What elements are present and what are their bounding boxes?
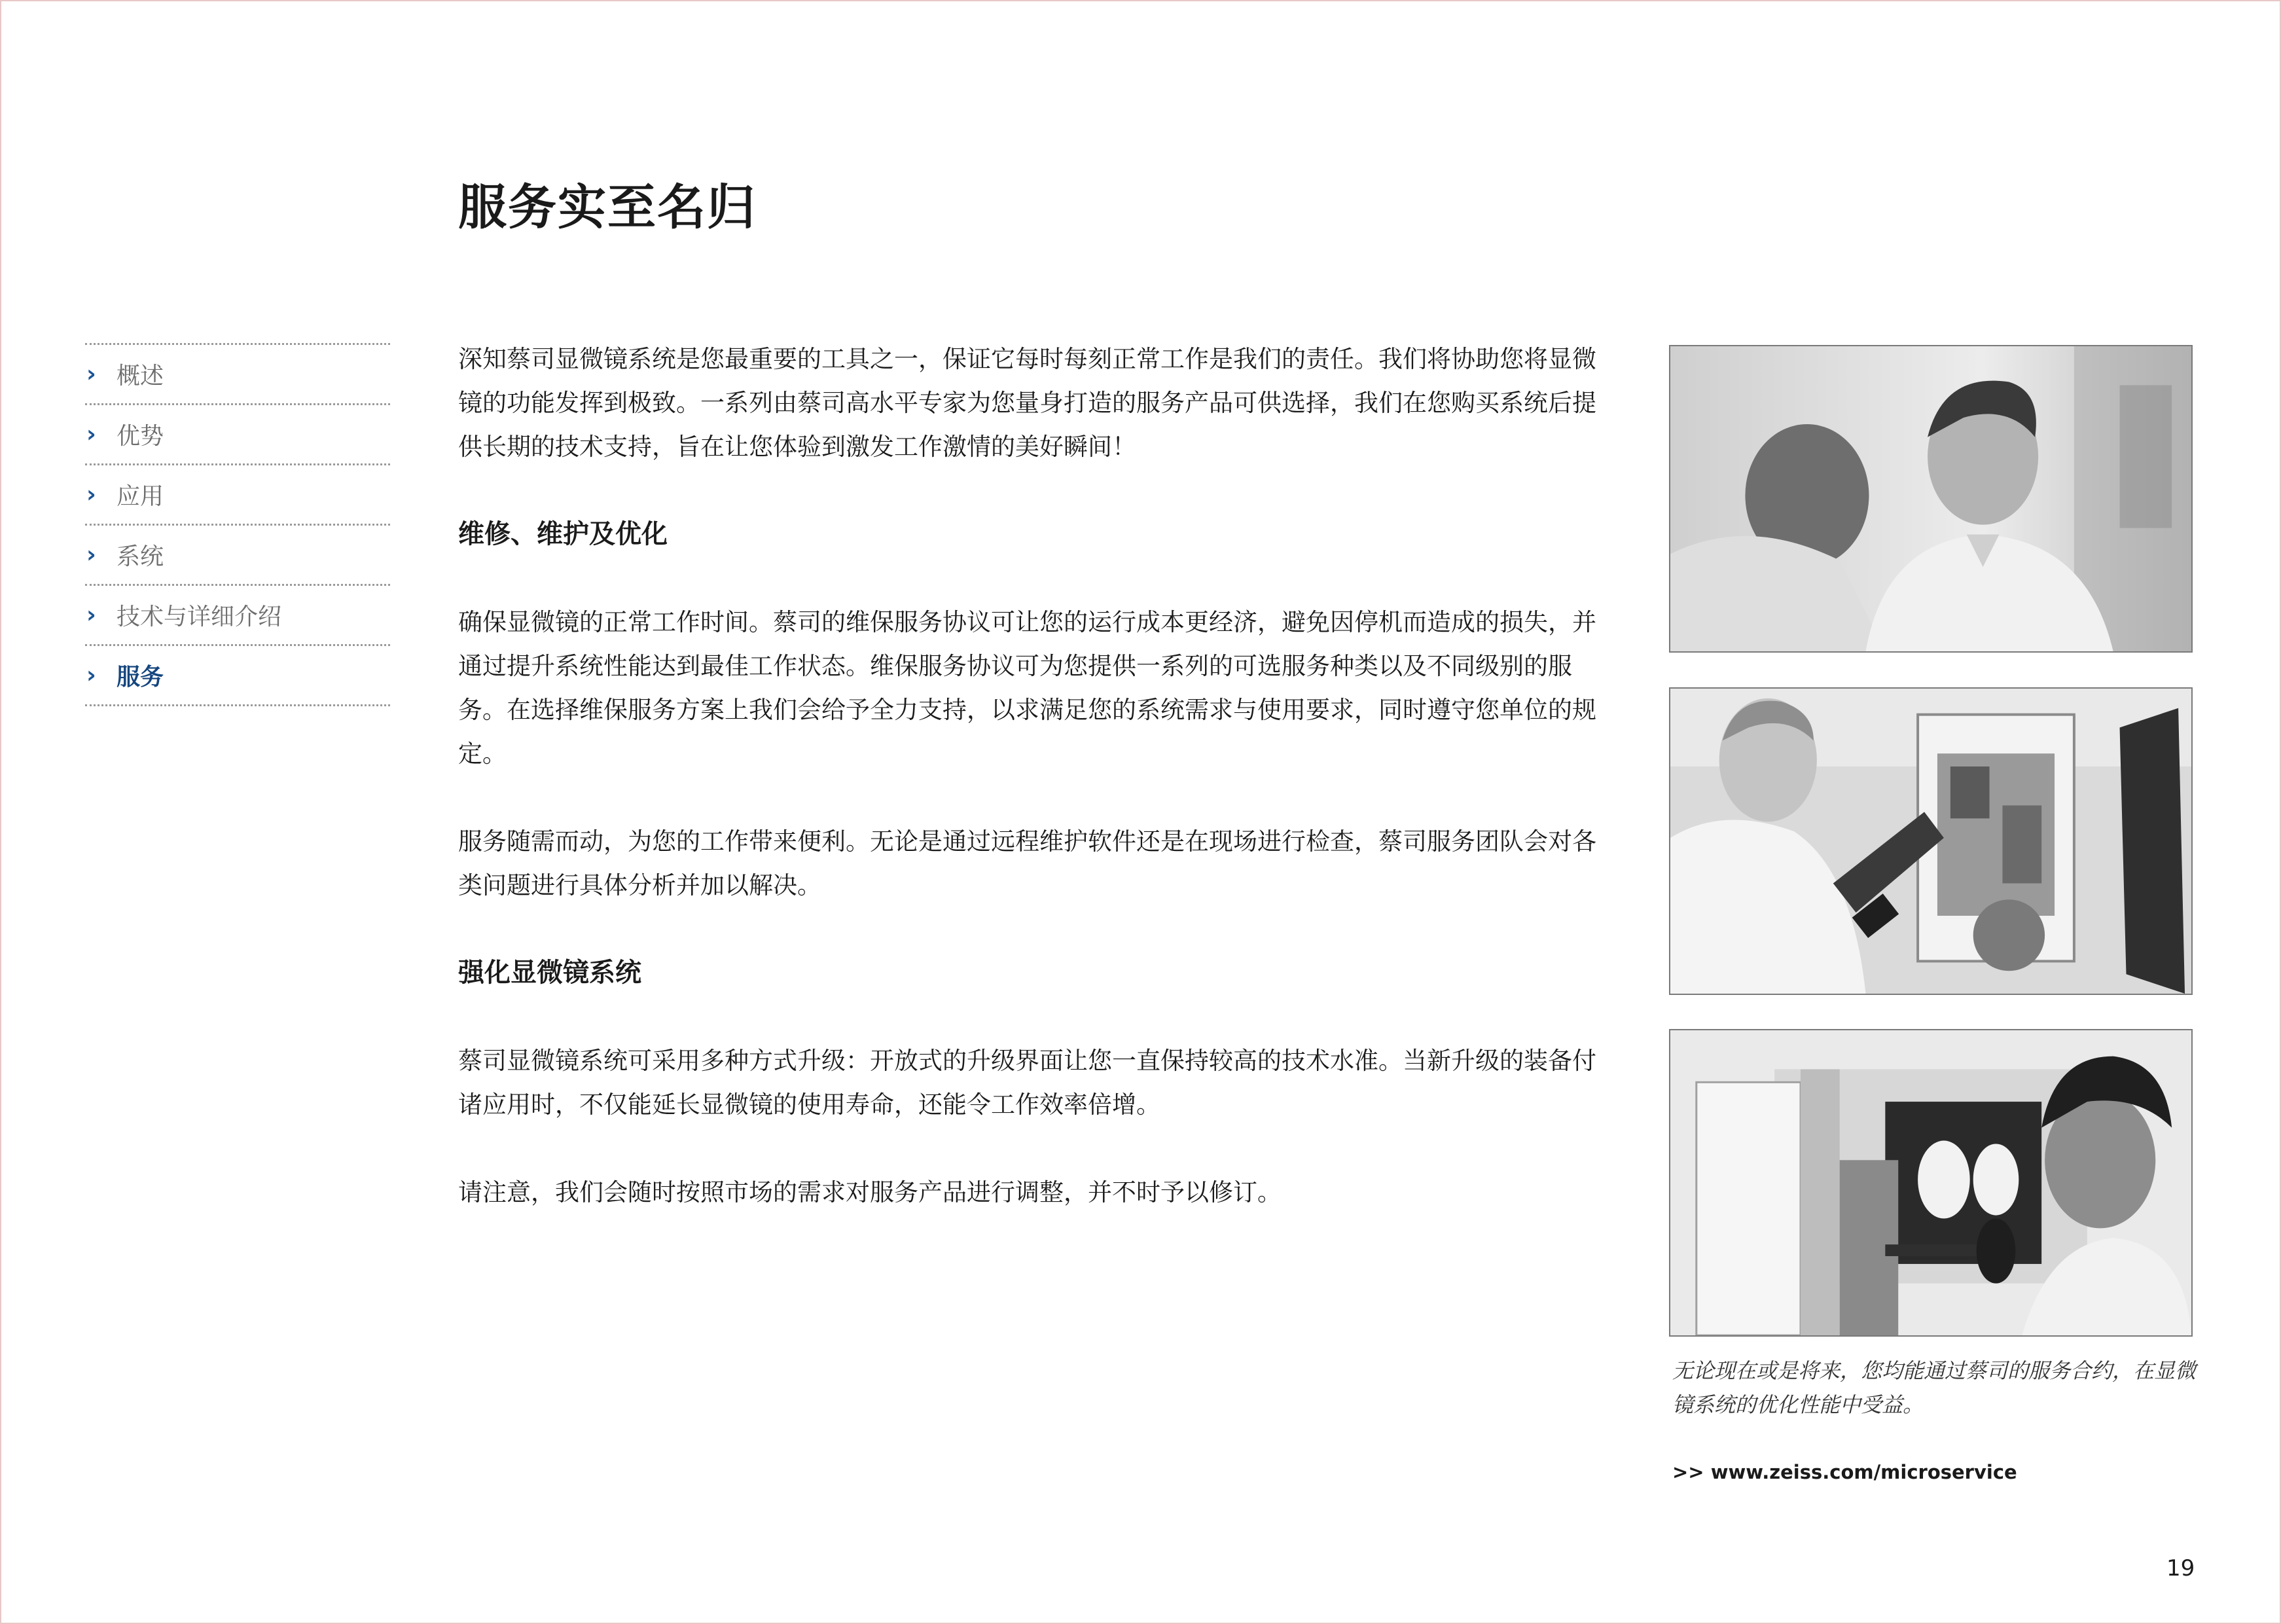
sidebar-item-label: 技术与详细介绍 bbox=[117, 604, 282, 630]
page-title: 服务实至名归 bbox=[458, 179, 757, 236]
sidebar-item-label: 系统 bbox=[117, 543, 164, 570]
photo-caption: 无论现在或是将来，您均能通过蔡司的服务合约，在显微镜系统的优化性能中受益。 bbox=[1672, 1358, 2197, 1417]
sidebar-nav bbox=[85, 343, 390, 706]
service-website-link[interactable]: >> www.zeiss.com/microservice bbox=[1672, 1461, 2017, 1483]
photo-upgrade bbox=[1669, 1029, 2193, 1337]
sidebar-item-label: 应用 bbox=[117, 483, 164, 510]
section-heading-upgrade: 强化显微镜系统 bbox=[458, 958, 641, 988]
sidebar-item-technology[interactable] bbox=[85, 586, 390, 646]
sidebar-item-applications[interactable] bbox=[85, 465, 390, 526]
sidebar-item-advantages[interactable] bbox=[85, 405, 390, 465]
chevron-right-icon: › bbox=[86, 601, 96, 628]
chevron-right-icon: › bbox=[86, 541, 96, 568]
maintenance-paragraph-2: 服务随需而动，为您的工作带来便利。无论是通过远程维护软件还是在现场进行检查，蔡司服务团队会对各类问题进行具体分析并加以解决。 bbox=[458, 827, 1596, 899]
sidebar-item-overview[interactable] bbox=[85, 345, 390, 405]
sidebar-item-label: 概述 bbox=[117, 363, 164, 389]
main-content bbox=[458, 337, 1610, 1214]
chevron-right-icon: › bbox=[86, 480, 96, 508]
photo-repair bbox=[1669, 687, 2193, 995]
chevron-right-icon: › bbox=[86, 360, 96, 388]
section-heading-maintenance: 维修、维护及优化 bbox=[458, 519, 668, 549]
photo-consultation bbox=[1669, 345, 2193, 653]
chevron-right-icon: › bbox=[86, 420, 96, 448]
upgrade-paragraph-1: 蔡司显微镜系统可采用多种方式升级：开放式的升级界面让您一直保持较高的技术水准。当新升级的装备付诸应用时，不仅能延长显微镜的使用寿命，还能令工作效率倍增。 bbox=[458, 1047, 1596, 1119]
upgrade-paragraph-2: 请注意，我们会随时按照市场的需求对服务产品进行调整，并不时予以修订。 bbox=[458, 1178, 1282, 1206]
page-number: 19 bbox=[2166, 1555, 2195, 1581]
maintenance-paragraph-1: 确保显微镜的正常工作时间。蔡司的维保服务协议可让您的运行成本更经济，避免因停机而造成的损失，并通过提升系统性能达到最佳工作状态。维保服务协议可为您提供一系列的可选服务种类以及不同级别的服务。在选择维保服务方案上我们会给予全力支持，以求满足您的系统需求与使用要求，同时遵守您单位的规定。 bbox=[458, 608, 1596, 768]
sidebar-item-service[interactable] bbox=[85, 646, 390, 706]
sidebar-item-systems[interactable] bbox=[85, 526, 390, 586]
chevron-right-icon: › bbox=[86, 661, 96, 689]
sidebar-item-label: 服务 bbox=[117, 664, 164, 691]
intro-paragraph: 深知蔡司显微镜系统是您最重要的工具之一，保证它每时每刻正常工作是我们的责任。我们将协助您将显微镜的功能发挥到极致。一系列由蔡司高水平专家为您量身打造的服务产品可供选择，我们在您购买系统后提供长期的技术支持，旨在让您体验到激发工作激情的美好瞬间！ bbox=[458, 345, 1596, 461]
sidebar-item-label: 优势 bbox=[117, 423, 164, 450]
